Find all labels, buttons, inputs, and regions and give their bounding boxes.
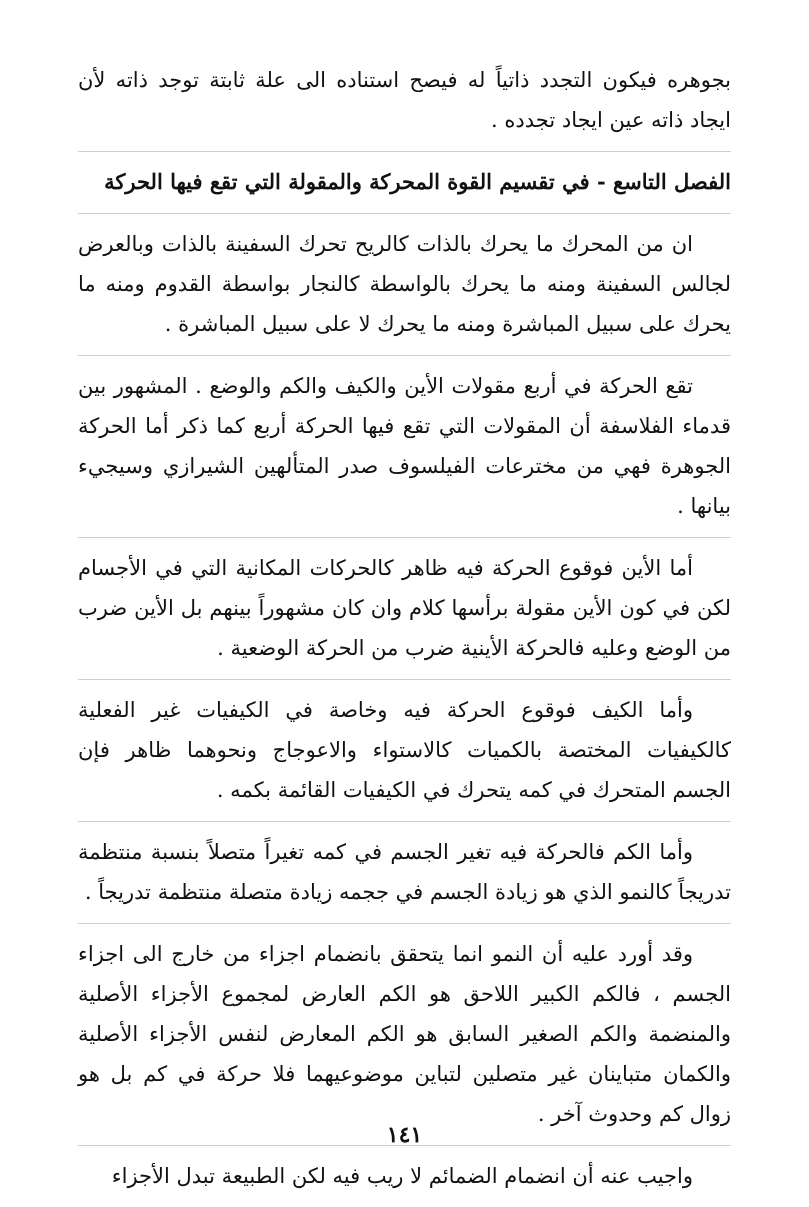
paragraph: أما الأين فوقوع الحركة فيه ظاهر كالحركات المكانية التي في الأجسام لكن في كون الأين مقولة برأسها كلام وان كان مشهوراً بينهم بل الأين ضرب من الوضع وعليه فالحركة الأينية ضرب من الحركة الوضعية .	[78, 548, 731, 680]
paragraph: ان من المحرك ما يحرك بالذات كالريح تحرك السفينة بالذات وبالعرض لجالس السفينة ومنه ما يحرك بالواسطة كالنجار بواسطة القدوم ومنه ما يحرك على سبيل المباشرة ومنه ما يحرك لا على سبيل المباشرة .	[78, 224, 731, 356]
chapter-heading: الفصل التاسع - في تقسيم القوة المحركة والمقولة التي تقع فيها الحركة	[78, 162, 731, 214]
paragraph: وأما الكم فالحركة فيه تغير الجسم في كمه تغيراً متصلاً بنسبة منتظمة تدريجاً كالنمو الذي هو زيادة الجسم في ججمه زيادة متصلة منتظمة تدريجاً .	[78, 832, 731, 924]
paragraph: وأما الكيف فوقوع الحركة فيه وخاصة في الكيفيات غير الفعلية كالكيفيات المختصة بالكميات كالاستواء والاعوجاج ونحوهما ظاهر فإن الجسم المتحرك في كمه يتحرك في الكيفيات القائمة بكمه .	[78, 690, 731, 822]
paragraph: وقد أورد عليه أن النمو انما يتحقق بانضمام اجزاء من خارج الى اجزاء الجسم ، فالكم الكبير اللاحق هو الكم العارض لمجموع الأجزاء الأصلية والمنضمة والكم الصغير السابق هو الكم المعارض لنفس الأجزاء الأصلية والكمان متباينان غير متصلين لتباين موضوعيهما فلا حركة في كم بل هو زوال كم وحدوث آخر .	[78, 934, 731, 1146]
paragraph-continuation: بجوهره فيكون التجدد ذاتياً له فيصح استناده الى علة ثابتة توجد ذاته لأن ايجاد ذاته عين ايجاد تجدده .	[78, 60, 731, 152]
paragraph: واجيب عنه أن انضمام الضمائم لا ريب فيه لكن الطبيعة تبدل الأجزاء	[111, 1164, 693, 1188]
page-number: ١٤١	[386, 1122, 423, 1148]
paragraph: تقع الحركة في أربع مقولات الأين والكيف والكم والوضع . المشهور بين قدماء الفلاسفة أن المقولات التي تقع فيها الحركة أربع كما ذكر أما الحركة الجوهرة فهي من مخترعات الفيلسوف صدر المتألهين الشيرازي وسيجيء بيانها .	[78, 366, 731, 538]
